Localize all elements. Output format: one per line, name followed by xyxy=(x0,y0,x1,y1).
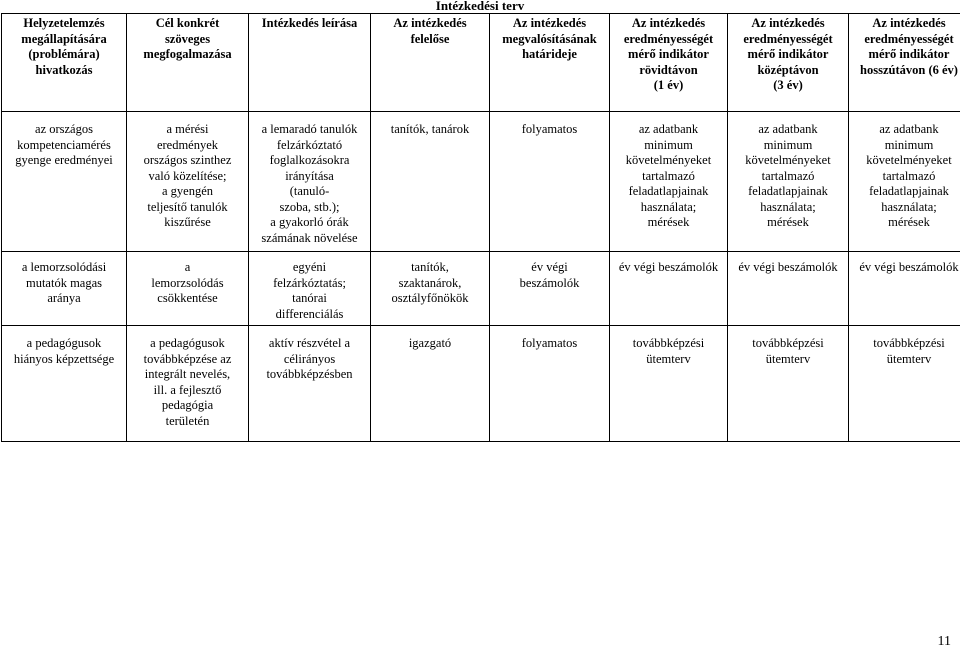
table-cell: igazgató xyxy=(371,326,490,442)
header-cell-goal: Cél konkrét szöveges megfogalmazása xyxy=(127,14,249,112)
table-cell: aktív részvétel a célirányos továbbképzésben xyxy=(249,326,371,442)
table-cell: a pedagógusok továbbképzése az integrált nevelés, ill. a fejlesztő pedagógia területén xyxy=(127,326,249,442)
table-cell: tanítók, szaktanárok, osztályfőnökök xyxy=(371,252,490,326)
table-cell: egyéni felzárkóztatás; tanórai differenciálás xyxy=(249,252,371,326)
table-cell: továbbképzési ütemterv xyxy=(728,326,849,442)
table-header-row xyxy=(2,14,960,112)
header-cell-measure-description: Intézkedés leírása xyxy=(249,14,371,112)
header-cell-indicator-short-term: Az intézkedés eredményességét mérő indikátor rövidtávon (1 év) xyxy=(610,14,728,112)
table-cell: az adatbank minimum követelményeket tartalmazó feladatlapjainak használata; mérések xyxy=(610,112,728,252)
table-cell: az adatbank minimum követelményeket tartalmazó feladatlapjainak használata; mérések xyxy=(728,112,849,252)
table-cell: év végi beszámolók xyxy=(610,252,728,326)
document-title: Intézkedési terv xyxy=(435,0,525,13)
page-number: 11 xyxy=(937,634,951,649)
header-cell-problem-reference: Helyzetelemzés megállapítására (problémára) hivatkozás xyxy=(2,14,127,112)
table-cell: folyamatos xyxy=(490,326,610,442)
table-cell: év végi beszámolók xyxy=(849,252,960,326)
table-row xyxy=(2,252,960,326)
table-cell: a lemorzsolódási mutatók magas aránya xyxy=(2,252,127,326)
table-cell: tanítók, tanárok xyxy=(371,112,490,252)
action-plan-table xyxy=(1,13,960,442)
table-cell: az országos kompetenciamérés gyenge eredményei xyxy=(2,112,127,252)
table-cell: a pedagógusok hiányos képzettsége xyxy=(2,326,127,442)
table-cell: év végi beszámolók xyxy=(490,252,610,326)
table-cell: továbbképzési ütemterv xyxy=(849,326,960,442)
header-cell-indicator-mid-term: Az intézkedés eredményességét mérő indikátor középtávon (3 év) xyxy=(728,14,849,112)
table-cell: a lemorzsolódás csökkentése xyxy=(127,252,249,326)
header-cell-responsible: Az intézkedés felelőse xyxy=(371,14,490,112)
header-cell-deadline: Az intézkedés megvalósításának határideje xyxy=(490,14,610,112)
table-cell: a lemaradó tanulók felzárkóztató foglalkozásokra irányítása (tanuló- szoba, stb.); a gyakorló órák számának növelése xyxy=(249,112,371,252)
table-cell: továbbképzési ütemterv xyxy=(610,326,728,442)
table-row xyxy=(2,326,960,442)
header-cell-indicator-long-term: Az intézkedés eredményességét mérő indikátor hosszútávon (6 év) xyxy=(849,14,960,112)
table-cell: a mérési eredmények országos szinthez való közelítése; a gyengén teljesítő tanulók kiszűrése xyxy=(127,112,249,252)
table-cell: folyamatos xyxy=(490,112,610,252)
table-cell: év végi beszámolók xyxy=(728,252,849,326)
table-cell: az adatbank minimum követelményeket tartalmazó feladatlapjainak használata; mérések xyxy=(849,112,960,252)
table-row xyxy=(2,112,960,252)
